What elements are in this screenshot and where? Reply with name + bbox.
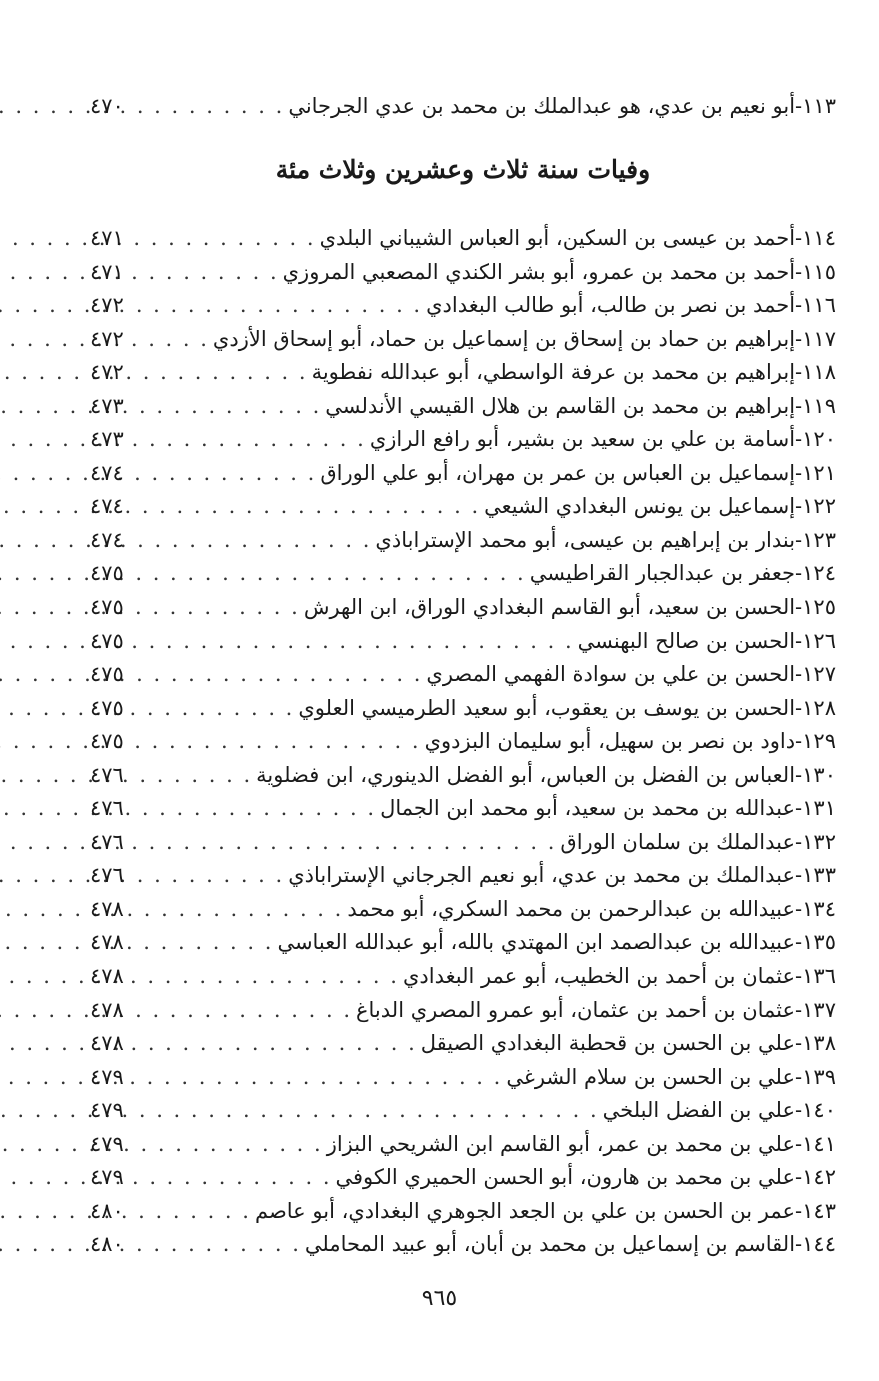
index-entry (90, 926, 836, 960)
entry-number: ١١٥- (795, 259, 836, 284)
entry-number: ١٣٠- (795, 762, 836, 787)
index-entry (90, 356, 836, 390)
entry-number: ١١٣- (795, 94, 836, 118)
entry-number: ١٣٦- (795, 964, 836, 989)
leader-dots (138, 1161, 336, 1195)
index-entry (90, 725, 836, 759)
entry-number: ١٢٦- (795, 628, 836, 653)
index-entry (90, 557, 836, 591)
leader-dots (138, 490, 484, 524)
entry-text: العباس بن الفضل بن العباس، أبو الفضل الدينوري، ابن فضلوية (256, 762, 796, 787)
entry-page-number: ٤٧٠ (90, 94, 124, 118)
leader-dots (138, 1061, 506, 1095)
entry-text: عبدالملك بن محمد بن عدي، أبو نعيم الجرجاني الإستراباذي (288, 863, 796, 888)
entry-text: أبو نعيم بن عدي، هو عبدالملك بن محمد بن عدي الجرجاني (288, 94, 796, 118)
entry-page-number: ٤٧١ (90, 226, 124, 250)
leader-dots (138, 826, 560, 860)
entry-number: ١٤٣- (795, 1198, 836, 1223)
index-entry (90, 323, 836, 357)
entry-text: علي بن الحسن بن قحطبة البغدادي الصيقل (420, 1031, 796, 1056)
index-entry (90, 524, 836, 558)
entry-text: أحمد بن عيسى بن السكين، أبو العباس الشيباني البلدي (319, 226, 796, 250)
entry-text: أحمد بن محمد بن عمرو، أبو بشر الكندي المصعبي المروزي (282, 259, 796, 284)
index-entry (90, 658, 836, 692)
leader-dots (138, 591, 304, 625)
leader-dots (138, 926, 277, 960)
entry-number: ١١٧- (795, 326, 836, 351)
index-entry (90, 490, 836, 524)
leader-dots (138, 289, 426, 323)
index-entry (90, 423, 836, 457)
entry-page-number: ٤٨٠ (90, 1198, 124, 1223)
entry-number: ١٣٣- (795, 863, 836, 888)
index-entry (90, 893, 836, 927)
index-entry (90, 692, 836, 726)
entry-page-number: ٤٧٨ (90, 1031, 124, 1056)
entry-page-number: ٤٧٩ (90, 1098, 124, 1123)
entry-text: إسماعيل بن العباس بن عمر بن مهران، أبو علي الوراق (320, 460, 796, 485)
leader-dots (138, 792, 380, 826)
entry-text: علي بن الحسن بن سلام الشرغي (506, 1064, 796, 1089)
entry-page-number: ٤٧٨ (90, 964, 124, 989)
index-entry (90, 994, 836, 1028)
entry-number: ١٣٢- (795, 829, 836, 854)
index-entry (90, 88, 836, 124)
entry-text: جعفر بن عبدالجبار القراطيسي (529, 561, 796, 586)
index-entry (90, 1161, 836, 1195)
entry-number: ١٢٩- (795, 729, 836, 754)
leader-dots (138, 423, 370, 457)
entry-number: ١١٤- (795, 226, 836, 250)
index-entry (90, 591, 836, 625)
leader-dots (138, 859, 288, 893)
leader-dots (138, 625, 578, 659)
entry-number: ١٣٩- (795, 1064, 836, 1089)
entry-page-number: ٤٧٨ (90, 997, 124, 1022)
entry-page-number: ٤٧١ (90, 259, 124, 284)
index-entry (90, 1027, 836, 1061)
index-entry (90, 960, 836, 994)
entry-number: ١٣٧- (795, 997, 836, 1022)
entry-page-number: ٤٧٥ (90, 561, 124, 586)
index-entry (90, 625, 836, 659)
entry-text: الحسن بن علي بن سوادة الفهمي المصري (426, 662, 796, 687)
entry-page-number: ٤٧٥ (90, 662, 124, 687)
entry-page-number: ٤٧٦ (90, 796, 124, 821)
entry-number: ١٤٤- (795, 1232, 836, 1257)
entry-page-number: ٤٧٤ (90, 494, 124, 519)
leader-dots (138, 356, 312, 390)
entry-text: عبدالله بن محمد بن سعيد، أبو محمد ابن الجمال (380, 796, 796, 821)
entry-text: علي بن الفضل البلخي (602, 1098, 796, 1123)
entry-page-number: ٤٧٥ (90, 729, 124, 754)
leader-dots (138, 323, 213, 357)
index-entry (90, 1128, 836, 1162)
entry-text: علي بن محمد بن هارون، أبو الحسن الحميري الكوفي (335, 1165, 796, 1190)
leader-dots (138, 390, 325, 424)
entry-number: ١١٨- (795, 360, 836, 385)
leader-dots (138, 759, 256, 793)
leader-dots (138, 960, 403, 994)
entry-page-number: ٤٨٠ (90, 1232, 124, 1257)
index-entry (90, 859, 836, 893)
leader-dots (138, 524, 375, 558)
entry-number: ١٤٢- (795, 1165, 836, 1190)
entry-text: بندار بن إبراهيم بن عيسى، أبو محمد الإستراباذي (375, 527, 796, 552)
entry-number: ١٣٥- (795, 930, 836, 955)
leader-dots (138, 692, 298, 726)
entry-number: ١٢٤- (795, 561, 836, 586)
leader-dots (138, 893, 347, 927)
entry-text: أحمد بن نصر بن طالب، أبو طالب البغدادي (426, 293, 796, 318)
index-entry (90, 390, 836, 424)
entry-text: إبراهيم بن حماد بن إسحاق بن إسماعيل بن حماد، أبو إسحاق الأزدي (212, 326, 796, 351)
entry-text: إسماعيل بن يونس البغدادي الشيعي (484, 494, 796, 519)
entry-page-number: ٤٧٦ (90, 829, 124, 854)
entry-page-number: ٤٧٦ (90, 762, 124, 787)
entry-number: ١٢٥- (795, 595, 836, 620)
leader-dots (138, 658, 426, 692)
entry-number: ١٢٢- (795, 494, 836, 519)
leader-dots (138, 88, 288, 124)
entry-text: الحسن بن صالح البهنسي (577, 628, 796, 653)
leader-dots (138, 557, 530, 591)
entry-number: ١٢١- (795, 460, 836, 485)
leader-dots (138, 1228, 305, 1262)
entry-text: عبيدالله بن عبدالصمد ابن المهتدي بالله، أبو عبدالله العباسي (277, 930, 796, 955)
leader-dots (138, 1027, 421, 1061)
entry-number: ١٣٤- (795, 896, 836, 921)
entry-page-number: ٤٧٥ (90, 695, 124, 720)
entry-number: ١٢٣- (795, 527, 836, 552)
entry-text: الحسن بن سعيد، أبو القاسم البغدادي الوراق، ابن الهرش (303, 595, 796, 620)
section-heading: وفيات سنة ثلاث وعشرين وثلاث مئة (275, 155, 651, 184)
entry-page-number: ٤٧٩ (90, 1131, 124, 1156)
entry-page-number: ٤٧٩ (90, 1064, 124, 1089)
index-entry (90, 792, 836, 826)
entry-number: ١٢٠- (795, 427, 836, 452)
entry-number: ١١٦- (795, 293, 836, 318)
entry-number: ١٢٨- (795, 695, 836, 720)
entry-page-number: ٤٧٨ (90, 896, 124, 921)
entry-text: عثمان بن أحمد بن عثمان، أبو عمرو المصري الدباغ (356, 997, 796, 1022)
entry-page-number: ٤٧٢ (90, 360, 124, 385)
entry-text: القاسم بن إسماعيل بن محمد بن أبان، أبو عبيد المحاملي (304, 1232, 796, 1257)
leader-dots (138, 994, 356, 1028)
leader-dots (138, 256, 283, 290)
index-entry (90, 222, 836, 256)
leader-dots (138, 222, 320, 256)
entry-text: علي بن محمد بن عمر، أبو القاسم ابن الشريحي البزاز (326, 1131, 796, 1156)
entry-text: أسامة بن علي بن سعيد بن بشير، أبو رافع الرازي (369, 427, 796, 452)
entry-text: عبيدالله بن عبدالرحمن بن محمد السكري، أبو محمد (347, 896, 796, 921)
index-entry (90, 826, 836, 860)
index-entry (90, 457, 836, 491)
entry-page-number: ٤٧٤ (90, 527, 124, 552)
index-entry (90, 256, 836, 290)
entry-text: داود بن نصر بن سهيل، أبو سليمان البزدوي (424, 729, 796, 754)
entry-number: ١٣٨- (795, 1031, 836, 1056)
entry-page-number: ٤٧٥ (90, 628, 124, 653)
index-entry (90, 1195, 836, 1229)
entry-page-number: ٤٧٥ (90, 595, 124, 620)
entry-page-number: ٤٧٢ (90, 326, 124, 351)
index-entry (90, 1228, 836, 1262)
index-entry (90, 289, 836, 323)
entry-number: ١١٩- (795, 393, 836, 418)
folio-page-number: ٩٦٥ (421, 1286, 458, 1311)
entry-page-number: ٤٧٣ (90, 427, 124, 452)
index-entry (90, 1061, 836, 1095)
index-entry (90, 759, 836, 793)
entry-list (90, 222, 836, 1262)
entry-page-number: ٤٧٤ (90, 460, 124, 485)
leader-dots (138, 1128, 327, 1162)
leader-dots (138, 457, 320, 491)
entry-page-number: ٤٧٦ (90, 863, 124, 888)
entry-page-number: ٤٧٨ (90, 930, 124, 955)
entry-number: ١٤٠- (795, 1098, 836, 1123)
entry-text: عمر بن الحسن بن علي بن الجعد الجوهري البغدادي، أبو عاصم (254, 1198, 796, 1223)
entry-text: عثمان بن أحمد بن الخطيب، أبو عمر البغدادي (402, 964, 796, 989)
entry-number: ١٣١- (795, 796, 836, 821)
leader-dots (138, 1195, 255, 1229)
entry-number: ١٤١- (795, 1131, 836, 1156)
entry-text: عبدالملك بن سلمان الوراق (560, 829, 796, 854)
entry-page-number: ٤٧٩ (90, 1165, 124, 1190)
entry-number: ١٢٧- (795, 662, 836, 687)
entry-text: الحسن بن يوسف بن يعقوب، أبو سعيد الطرميسي العلوي (298, 695, 796, 720)
entry-text: إبراهيم بن محمد بن عرفة الواسطي، أبو عبدالله نفطوية (311, 360, 796, 385)
index-entry (90, 1094, 836, 1128)
leader-dots (138, 1094, 603, 1128)
entry-page-number: ٤٧٣ (90, 393, 124, 418)
top-entry (90, 88, 836, 124)
entry-page-number: ٤٧٢ (90, 293, 124, 318)
leader-dots (138, 725, 425, 759)
entry-text: إبراهيم بن محمد بن القاسم بن هلال القيسي الأندلسي (325, 393, 796, 418)
